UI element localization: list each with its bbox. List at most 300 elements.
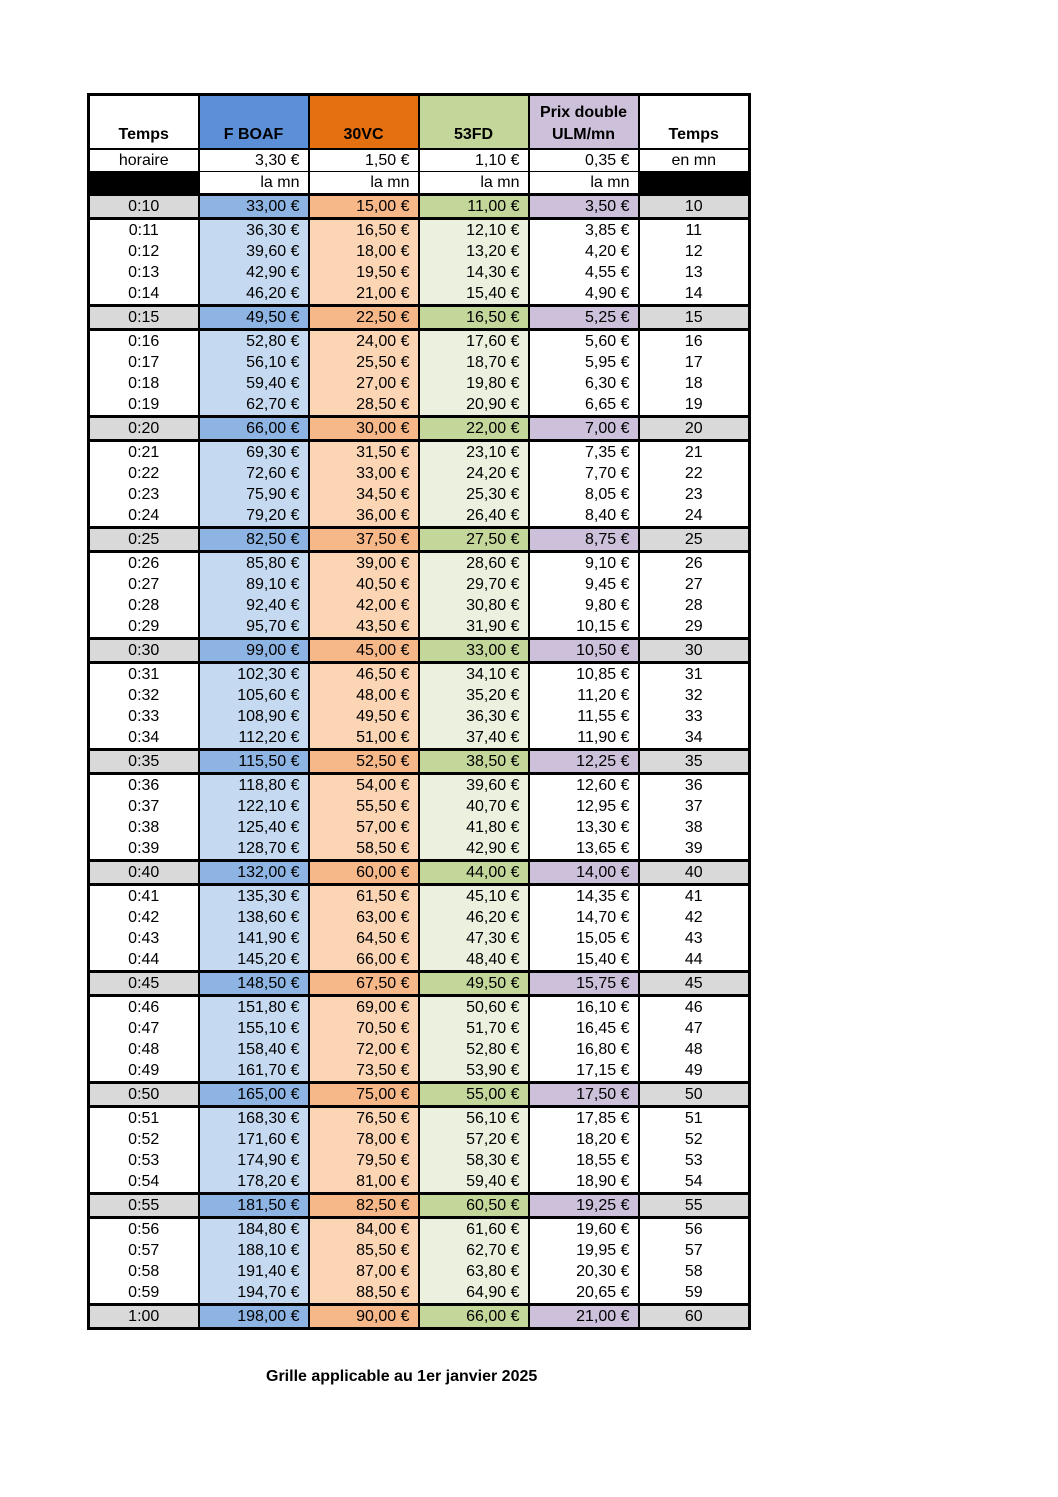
30vc-price-cell: 61,50 € [309, 885, 419, 908]
f-boaf-price-cell: 184,80 € [199, 1218, 309, 1241]
f-boaf-price-cell: 46,20 € [199, 283, 309, 306]
30vc-price-cell: 76,50 € [309, 1107, 419, 1130]
minutes-cell: 48 [639, 1039, 750, 1060]
footer-note: Grille applicable au 1er janvier 2025 [266, 1368, 538, 1385]
53fd-price-cell: 48,40 € [419, 949, 529, 972]
30vc-price-cell: 19,50 € [309, 262, 419, 283]
table-row [89, 996, 750, 1019]
minutes-cell: 40 [639, 861, 750, 885]
ulm-price-cell: 14,70 € [529, 907, 639, 928]
53fd-price-cell: 33,00 € [419, 639, 529, 663]
30vc-price-cell: 31,50 € [309, 441, 419, 464]
table-row [89, 1282, 750, 1305]
rate-f-boaf: 3,30 € [199, 149, 309, 172]
time-cell: 0:36 [89, 774, 199, 797]
ulm-price-cell: 17,15 € [529, 1060, 639, 1083]
header-30vc: 30VC [309, 95, 419, 150]
f-boaf-price-cell: 191,40 € [199, 1261, 309, 1282]
f-boaf-price-cell: 145,20 € [199, 949, 309, 972]
30vc-price-cell: 88,50 € [309, 1282, 419, 1305]
table-row-milestone [89, 417, 750, 441]
minutes-cell: 36 [639, 774, 750, 797]
30vc-price-cell: 48,00 € [309, 685, 419, 706]
30vc-price-cell: 54,00 € [309, 774, 419, 797]
minutes-cell: 31 [639, 663, 750, 686]
time-cell: 0:26 [89, 552, 199, 575]
table-row [89, 595, 750, 616]
minutes-cell: 50 [639, 1083, 750, 1107]
time-cell: 0:37 [89, 796, 199, 817]
table-row-milestone [89, 1305, 750, 1329]
53fd-price-cell: 63,80 € [419, 1261, 529, 1282]
53fd-price-cell: 50,60 € [419, 996, 529, 1019]
53fd-price-cell: 58,30 € [419, 1150, 529, 1171]
table-row [89, 330, 750, 353]
30vc-price-cell: 70,50 € [309, 1018, 419, 1039]
53fd-price-cell: 40,70 € [419, 796, 529, 817]
table-row [89, 262, 750, 283]
table-row [89, 373, 750, 394]
ulm-price-cell: 15,40 € [529, 949, 639, 972]
unit-row [89, 172, 750, 195]
f-boaf-price-cell: 66,00 € [199, 417, 309, 441]
f-boaf-price-cell: 198,00 € [199, 1305, 309, 1329]
black-filler-cell [89, 172, 199, 195]
table-row [89, 1171, 750, 1194]
53fd-price-cell: 36,30 € [419, 706, 529, 727]
ulm-price-cell: 13,30 € [529, 817, 639, 838]
53fd-price-cell: 55,00 € [419, 1083, 529, 1107]
53fd-price-cell: 19,80 € [419, 373, 529, 394]
table-row [89, 241, 750, 262]
30vc-price-cell: 30,00 € [309, 417, 419, 441]
time-cell: 0:55 [89, 1194, 199, 1218]
minutes-cell: 13 [639, 262, 750, 283]
table-row [89, 1240, 750, 1261]
ulm-price-cell: 5,25 € [529, 306, 639, 330]
table-row-milestone [89, 306, 750, 330]
minutes-cell: 19 [639, 394, 750, 417]
ulm-price-cell: 13,65 € [529, 838, 639, 861]
time-cell: 0:16 [89, 330, 199, 353]
30vc-price-cell: 84,00 € [309, 1218, 419, 1241]
table-row [89, 1060, 750, 1083]
f-boaf-price-cell: 79,20 € [199, 505, 309, 528]
30vc-price-cell: 81,00 € [309, 1171, 419, 1194]
minutes-cell: 16 [639, 330, 750, 353]
ulm-price-cell: 19,25 € [529, 1194, 639, 1218]
30vc-price-cell: 39,00 € [309, 552, 419, 575]
53fd-price-cell: 37,40 € [419, 727, 529, 750]
53fd-price-cell: 61,60 € [419, 1218, 529, 1241]
53fd-price-cell: 13,20 € [419, 241, 529, 262]
53fd-price-cell: 62,70 € [419, 1240, 529, 1261]
f-boaf-price-cell: 33,00 € [199, 195, 309, 219]
30vc-price-cell: 75,00 € [309, 1083, 419, 1107]
minutes-cell: 11 [639, 219, 750, 242]
time-cell: 0:46 [89, 996, 199, 1019]
f-boaf-price-cell: 56,10 € [199, 352, 309, 373]
unit-30vc: la mn [309, 172, 419, 195]
table-row [89, 1107, 750, 1130]
f-boaf-price-cell: 62,70 € [199, 394, 309, 417]
table-row [89, 463, 750, 484]
table-row [89, 838, 750, 861]
ulm-price-cell: 7,00 € [529, 417, 639, 441]
f-boaf-price-cell: 72,60 € [199, 463, 309, 484]
minutes-cell: 12 [639, 241, 750, 262]
f-boaf-price-cell: 161,70 € [199, 1060, 309, 1083]
minutes-cell: 26 [639, 552, 750, 575]
ulm-price-cell: 5,60 € [529, 330, 639, 353]
ulm-price-cell: 11,20 € [529, 685, 639, 706]
minutes-cell: 20 [639, 417, 750, 441]
time-cell: 0:32 [89, 685, 199, 706]
ulm-price-cell: 16,80 € [529, 1039, 639, 1060]
30vc-price-cell: 58,50 € [309, 838, 419, 861]
ulm-price-cell: 6,65 € [529, 394, 639, 417]
minutes-cell: 54 [639, 1171, 750, 1194]
minutes-cell: 21 [639, 441, 750, 464]
table-row [89, 441, 750, 464]
time-cell: 0:57 [89, 1240, 199, 1261]
minutes-cell: 46 [639, 996, 750, 1019]
tariff-table-body [89, 95, 750, 1329]
table-row [89, 774, 750, 797]
table-row [89, 1129, 750, 1150]
minutes-cell: 53 [639, 1150, 750, 1171]
header-53fd: 53FD [419, 95, 529, 150]
f-boaf-price-cell: 174,90 € [199, 1150, 309, 1171]
53fd-price-cell: 56,10 € [419, 1107, 529, 1130]
ulm-price-cell: 19,95 € [529, 1240, 639, 1261]
ulm-price-cell: 15,05 € [529, 928, 639, 949]
ulm-price-cell: 7,35 € [529, 441, 639, 464]
time-cell: 0:52 [89, 1129, 199, 1150]
53fd-price-cell: 57,20 € [419, 1129, 529, 1150]
30vc-price-cell: 63,00 € [309, 907, 419, 928]
f-boaf-price-cell: 158,40 € [199, 1039, 309, 1060]
53fd-price-cell: 49,50 € [419, 972, 529, 996]
30vc-price-cell: 37,50 € [309, 528, 419, 552]
time-cell: 0:54 [89, 1171, 199, 1194]
minutes-cell: 60 [639, 1305, 750, 1329]
table-row [89, 616, 750, 639]
30vc-price-cell: 27,00 € [309, 373, 419, 394]
table-row [89, 1218, 750, 1241]
table-row [89, 1018, 750, 1039]
30vc-price-cell: 33,00 € [309, 463, 419, 484]
time-cell: 0:34 [89, 727, 199, 750]
ulm-price-cell: 20,30 € [529, 1261, 639, 1282]
53fd-price-cell: 20,90 € [419, 394, 529, 417]
time-cell: 0:10 [89, 195, 199, 219]
30vc-price-cell: 57,00 € [309, 817, 419, 838]
black-filler-cell [639, 172, 750, 195]
30vc-price-cell: 22,50 € [309, 306, 419, 330]
minutes-cell: 34 [639, 727, 750, 750]
30vc-price-cell: 25,50 € [309, 352, 419, 373]
30vc-price-cell: 46,50 € [309, 663, 419, 686]
minutes-cell: 32 [639, 685, 750, 706]
f-boaf-price-cell: 181,50 € [199, 1194, 309, 1218]
table-row-milestone [89, 972, 750, 996]
minutes-cell: 23 [639, 484, 750, 505]
time-cell: 0:28 [89, 595, 199, 616]
53fd-price-cell: 30,80 € [419, 595, 529, 616]
f-boaf-price-cell: 135,30 € [199, 885, 309, 908]
f-boaf-price-cell: 75,90 € [199, 484, 309, 505]
tariff-table [87, 93, 751, 1330]
table-row [89, 505, 750, 528]
30vc-price-cell: 72,00 € [309, 1039, 419, 1060]
unit-f-boaf: la mn [199, 172, 309, 195]
ulm-price-cell: 9,45 € [529, 574, 639, 595]
30vc-price-cell: 36,00 € [309, 505, 419, 528]
30vc-price-cell: 40,50 € [309, 574, 419, 595]
30vc-price-cell: 82,50 € [309, 1194, 419, 1218]
ulm-price-cell: 12,60 € [529, 774, 639, 797]
minutes-cell: 49 [639, 1060, 750, 1083]
30vc-price-cell: 15,00 € [309, 195, 419, 219]
time-cell: 0:50 [89, 1083, 199, 1107]
table-row-milestone [89, 1194, 750, 1218]
time-cell: 0:17 [89, 352, 199, 373]
30vc-price-cell: 24,00 € [309, 330, 419, 353]
53fd-price-cell: 26,40 € [419, 505, 529, 528]
f-boaf-price-cell: 132,00 € [199, 861, 309, 885]
table-row [89, 283, 750, 306]
53fd-price-cell: 34,10 € [419, 663, 529, 686]
time-cell: 0:18 [89, 373, 199, 394]
f-boaf-price-cell: 49,50 € [199, 306, 309, 330]
minutes-cell: 51 [639, 1107, 750, 1130]
table-row [89, 219, 750, 242]
time-cell: 0:29 [89, 616, 199, 639]
table-row [89, 574, 750, 595]
30vc-price-cell: 69,00 € [309, 996, 419, 1019]
53fd-price-cell: 39,60 € [419, 774, 529, 797]
minutes-cell: 17 [639, 352, 750, 373]
f-boaf-price-cell: 138,60 € [199, 907, 309, 928]
53fd-price-cell: 45,10 € [419, 885, 529, 908]
f-boaf-price-cell: 141,90 € [199, 928, 309, 949]
f-boaf-price-cell: 165,00 € [199, 1083, 309, 1107]
30vc-price-cell: 67,50 € [309, 972, 419, 996]
30vc-price-cell: 28,50 € [309, 394, 419, 417]
ulm-price-cell: 18,90 € [529, 1171, 639, 1194]
ulm-price-cell: 9,10 € [529, 552, 639, 575]
30vc-price-cell: 85,50 € [309, 1240, 419, 1261]
time-cell: 0:48 [89, 1039, 199, 1060]
f-boaf-price-cell: 89,10 € [199, 574, 309, 595]
minutes-cell: 45 [639, 972, 750, 996]
f-boaf-price-cell: 122,10 € [199, 796, 309, 817]
time-cell: 0:25 [89, 528, 199, 552]
30vc-price-cell: 79,50 € [309, 1150, 419, 1171]
f-boaf-price-cell: 95,70 € [199, 616, 309, 639]
53fd-price-cell: 35,20 € [419, 685, 529, 706]
time-cell: 0:38 [89, 817, 199, 838]
ulm-price-cell: 21,00 € [529, 1305, 639, 1329]
53fd-price-cell: 24,20 € [419, 463, 529, 484]
53fd-price-cell: 14,30 € [419, 262, 529, 283]
ulm-price-cell: 3,50 € [529, 195, 639, 219]
unit-53fd: la mn [419, 172, 529, 195]
time-cell: 0:51 [89, 1107, 199, 1130]
minutes-cell: 47 [639, 1018, 750, 1039]
table-row [89, 817, 750, 838]
minutes-cell: 44 [639, 949, 750, 972]
53fd-price-cell: 16,50 € [419, 306, 529, 330]
30vc-price-cell: 78,00 € [309, 1129, 419, 1150]
30vc-price-cell: 34,50 € [309, 484, 419, 505]
30vc-price-cell: 55,50 € [309, 796, 419, 817]
header-f-boaf: F BOAF [199, 95, 309, 150]
53fd-price-cell: 41,80 € [419, 817, 529, 838]
ulm-price-cell: 20,65 € [529, 1282, 639, 1305]
table-row [89, 663, 750, 686]
f-boaf-price-cell: 148,50 € [199, 972, 309, 996]
time-cell: 0:53 [89, 1150, 199, 1171]
time-cell: 0:20 [89, 417, 199, 441]
table-row-milestone [89, 528, 750, 552]
f-boaf-price-cell: 171,60 € [199, 1129, 309, 1150]
f-boaf-price-cell: 118,80 € [199, 774, 309, 797]
ulm-price-cell: 10,85 € [529, 663, 639, 686]
time-cell: 0:59 [89, 1282, 199, 1305]
ulm-price-cell: 8,40 € [529, 505, 639, 528]
f-boaf-price-cell: 99,00 € [199, 639, 309, 663]
header-row [89, 95, 750, 150]
minutes-cell: 15 [639, 306, 750, 330]
time-cell: 0:15 [89, 306, 199, 330]
ulm-price-cell: 17,85 € [529, 1107, 639, 1130]
f-boaf-price-cell: 82,50 € [199, 528, 309, 552]
53fd-price-cell: 23,10 € [419, 441, 529, 464]
53fd-price-cell: 12,10 € [419, 219, 529, 242]
rate-unit-label: en mn [639, 149, 750, 172]
minutes-cell: 24 [639, 505, 750, 528]
53fd-price-cell: 28,60 € [419, 552, 529, 575]
time-cell: 0:56 [89, 1218, 199, 1241]
30vc-price-cell: 45,00 € [309, 639, 419, 663]
time-cell: 0:24 [89, 505, 199, 528]
30vc-price-cell: 51,00 € [309, 727, 419, 750]
table-row-milestone [89, 639, 750, 663]
30vc-price-cell: 64,50 € [309, 928, 419, 949]
table-row-milestone [89, 1083, 750, 1107]
f-boaf-price-cell: 85,80 € [199, 552, 309, 575]
time-cell: 0:30 [89, 639, 199, 663]
minutes-cell: 27 [639, 574, 750, 595]
30vc-price-cell: 16,50 € [309, 219, 419, 242]
table-row [89, 685, 750, 706]
time-cell: 0:58 [89, 1261, 199, 1282]
header-prix-double-ulm: Prix double ULM/mn [529, 95, 639, 150]
53fd-price-cell: 42,90 € [419, 838, 529, 861]
ulm-price-cell: 18,20 € [529, 1129, 639, 1150]
rate-30vc: 1,50 € [309, 149, 419, 172]
ulm-price-cell: 6,30 € [529, 373, 639, 394]
ulm-price-cell: 8,05 € [529, 484, 639, 505]
minutes-cell: 56 [639, 1218, 750, 1241]
minutes-cell: 55 [639, 1194, 750, 1218]
53fd-price-cell: 15,40 € [419, 283, 529, 306]
table-row [89, 907, 750, 928]
minutes-cell: 22 [639, 463, 750, 484]
time-cell: 0:21 [89, 441, 199, 464]
time-cell: 0:42 [89, 907, 199, 928]
time-cell: 0:47 [89, 1018, 199, 1039]
time-cell: 0:31 [89, 663, 199, 686]
f-boaf-price-cell: 102,30 € [199, 663, 309, 686]
time-cell: 0:11 [89, 219, 199, 242]
ulm-price-cell: 14,00 € [529, 861, 639, 885]
time-cell: 0:27 [89, 574, 199, 595]
table-row [89, 1150, 750, 1171]
53fd-price-cell: 22,00 € [419, 417, 529, 441]
minutes-cell: 38 [639, 817, 750, 838]
f-boaf-price-cell: 105,60 € [199, 685, 309, 706]
minutes-cell: 43 [639, 928, 750, 949]
time-cell: 0:33 [89, 706, 199, 727]
f-boaf-price-cell: 168,30 € [199, 1107, 309, 1130]
rate-row [89, 149, 750, 172]
53fd-price-cell: 11,00 € [419, 195, 529, 219]
minutes-cell: 33 [639, 706, 750, 727]
time-cell: 0:12 [89, 241, 199, 262]
ulm-price-cell: 16,10 € [529, 996, 639, 1019]
ulm-price-cell: 12,25 € [529, 750, 639, 774]
ulm-price-cell: 14,35 € [529, 885, 639, 908]
ulm-price-cell: 5,95 € [529, 352, 639, 373]
ulm-price-cell: 19,60 € [529, 1218, 639, 1241]
30vc-price-cell: 21,00 € [309, 283, 419, 306]
53fd-price-cell: 38,50 € [419, 750, 529, 774]
30vc-price-cell: 49,50 € [309, 706, 419, 727]
30vc-price-cell: 87,00 € [309, 1261, 419, 1282]
time-cell: 0:40 [89, 861, 199, 885]
table-row [89, 1039, 750, 1060]
53fd-price-cell: 31,90 € [419, 616, 529, 639]
f-boaf-price-cell: 59,40 € [199, 373, 309, 394]
53fd-price-cell: 29,70 € [419, 574, 529, 595]
table-row [89, 706, 750, 727]
30vc-price-cell: 52,50 € [309, 750, 419, 774]
minutes-cell: 59 [639, 1282, 750, 1305]
table-row [89, 928, 750, 949]
f-boaf-price-cell: 125,40 € [199, 817, 309, 838]
unit-ulm: la mn [529, 172, 639, 195]
minutes-cell: 28 [639, 595, 750, 616]
minutes-cell: 37 [639, 796, 750, 817]
f-boaf-price-cell: 178,20 € [199, 1171, 309, 1194]
time-cell: 0:41 [89, 885, 199, 908]
time-cell: 0:19 [89, 394, 199, 417]
table-row-milestone [89, 861, 750, 885]
f-boaf-price-cell: 108,90 € [199, 706, 309, 727]
f-boaf-price-cell: 69,30 € [199, 441, 309, 464]
minutes-cell: 41 [639, 885, 750, 908]
time-cell: 0:49 [89, 1060, 199, 1083]
minutes-cell: 35 [639, 750, 750, 774]
53fd-price-cell: 27,50 € [419, 528, 529, 552]
53fd-price-cell: 66,00 € [419, 1305, 529, 1329]
53fd-price-cell: 52,80 € [419, 1039, 529, 1060]
ulm-price-cell: 10,50 € [529, 639, 639, 663]
time-cell: 0:43 [89, 928, 199, 949]
